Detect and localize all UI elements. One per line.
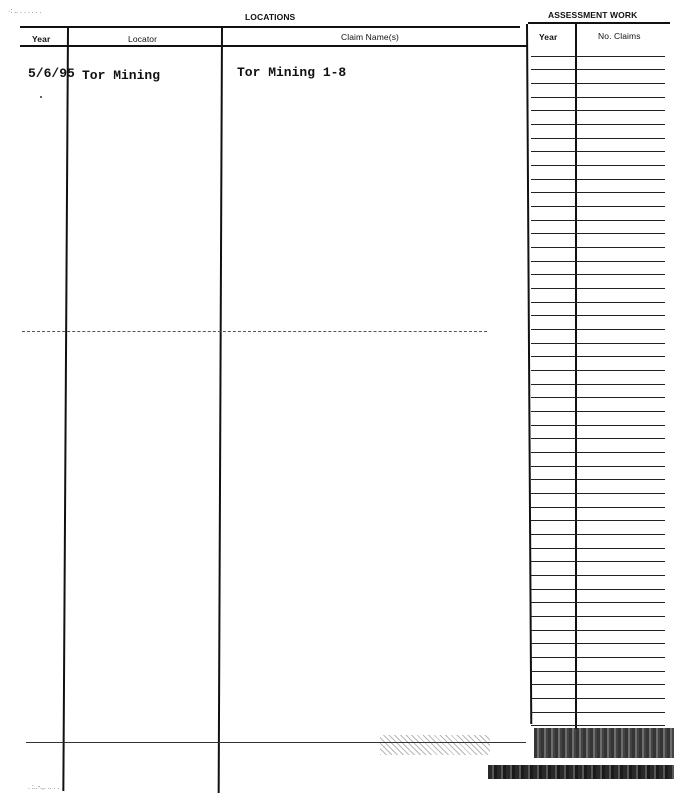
col-header-assessment-year: Year bbox=[539, 32, 558, 42]
col-header-no-claims: No. Claims bbox=[598, 31, 641, 41]
faint-dotted-rule bbox=[22, 331, 487, 332]
entry-locator: Tor Mining bbox=[82, 68, 161, 83]
locations-title: LOCATIONS bbox=[245, 12, 296, 22]
scan-noise-strip bbox=[488, 765, 674, 779]
divider-year-locator bbox=[62, 28, 68, 791]
assessment-top-rule bbox=[528, 22, 670, 24]
top-specks: ·: .. . . . . . . bbox=[8, 8, 42, 15]
ink-speck bbox=[40, 96, 42, 98]
entry-claim-names: Tor Mining 1-8 bbox=[237, 65, 347, 80]
scan-noise-speckles bbox=[380, 735, 490, 755]
header-bottom-rule bbox=[20, 45, 528, 47]
scan-noise-block bbox=[534, 728, 674, 758]
divider-claims-assessment bbox=[526, 24, 532, 724]
entry-year: 5/6/95 bbox=[28, 66, 75, 81]
divider-assessment-year-claims bbox=[575, 24, 577, 729]
assessment-work-title: ASSESSMENT WORK bbox=[548, 10, 638, 20]
col-header-year: Year bbox=[32, 34, 51, 44]
divider-locator-claims bbox=[218, 28, 223, 793]
col-header-claim-names: Claim Name(s) bbox=[341, 32, 399, 42]
bottom-specks: . :..-.,. .. . . . bbox=[28, 784, 64, 791]
col-header-locator: Locator bbox=[128, 34, 158, 44]
header-top-rule bbox=[20, 26, 520, 28]
